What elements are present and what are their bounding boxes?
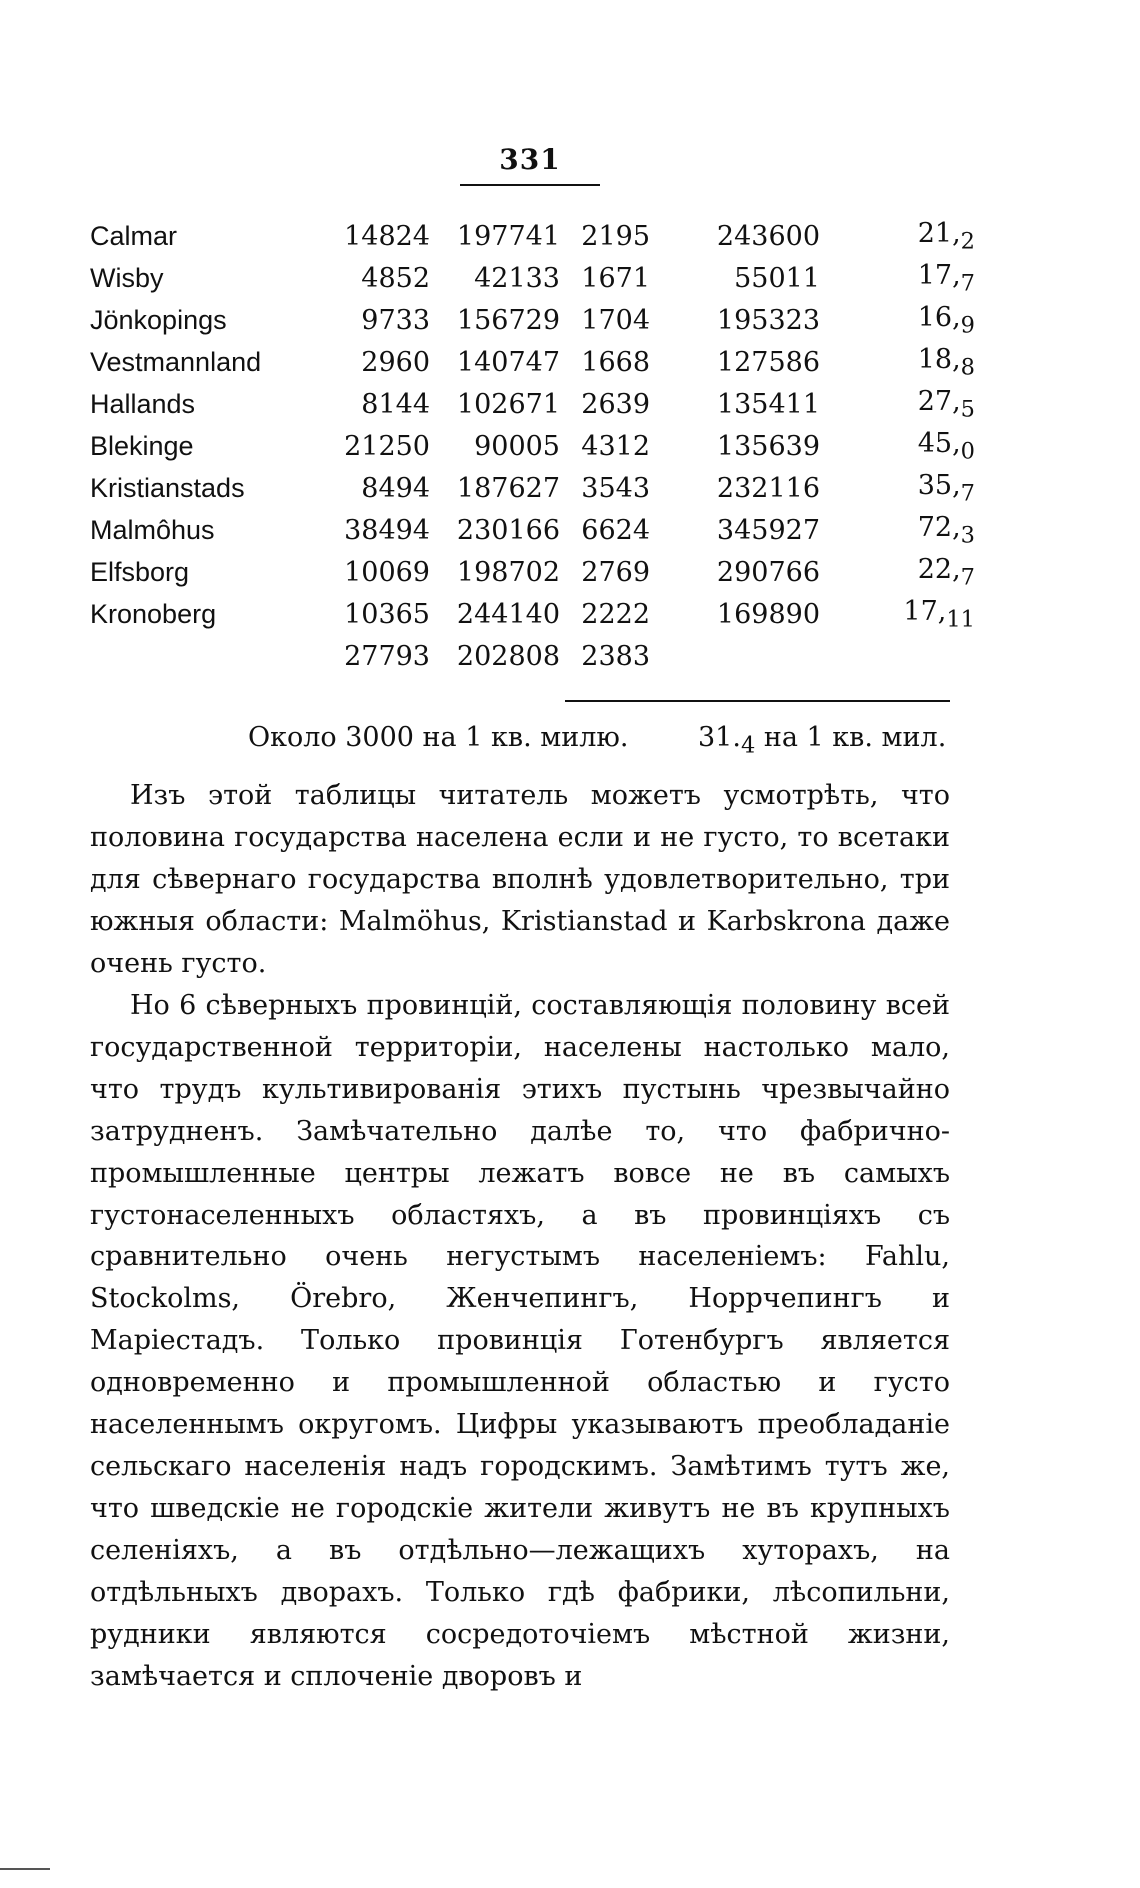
density-value: 22, <box>917 553 961 585</box>
density-value: 17, <box>903 595 947 627</box>
table-cell: 38494 <box>344 514 430 546</box>
density-value: 18, <box>917 343 961 375</box>
table-row <box>90 257 975 299</box>
table-cell: 6624 <box>581 514 650 546</box>
density-cell <box>820 551 975 593</box>
density-subscript: 7 <box>960 564 975 591</box>
table-row <box>90 551 975 593</box>
table-cell: 21250 <box>344 430 430 462</box>
density-value: 16, <box>917 301 961 333</box>
table-cell: 2769 <box>581 556 650 588</box>
density-value: 21, <box>917 217 961 249</box>
table-row <box>90 383 975 425</box>
table-cell: 345927 <box>716 514 820 546</box>
table-row <box>90 341 975 383</box>
page-number-rule <box>460 184 600 186</box>
density-subscript: 0 <box>960 438 975 465</box>
summary-right-text: на 1 кв. мил. <box>755 722 947 753</box>
density-subscript: 2 <box>960 228 975 255</box>
table-cell: 2195 <box>581 220 650 252</box>
density-subscript: 8 <box>960 354 975 381</box>
table-cell: 8144 <box>361 388 430 420</box>
table-cell: 4312 <box>581 430 650 462</box>
total-cell: 202808 <box>456 640 560 672</box>
density-subscript: 9 <box>960 312 975 339</box>
table-cell: 187627 <box>456 472 560 504</box>
table-cell: 169890 <box>716 598 820 630</box>
density-cell <box>820 299 975 341</box>
total-cell: 27793 <box>344 640 430 672</box>
density-cell <box>820 509 975 551</box>
empty-cell <box>650 635 820 677</box>
table-cell: 135639 <box>716 430 820 462</box>
province-name: Jönkopings <box>90 304 227 335</box>
table-cell: 232116 <box>716 472 820 504</box>
table-cell: 243600 <box>716 220 820 252</box>
table-cell: 1671 <box>581 262 650 294</box>
table-row <box>90 425 975 467</box>
table-cell: 14824 <box>344 220 430 252</box>
table-row <box>90 593 975 635</box>
margin-mark <box>0 1868 50 1870</box>
province-name: Kronoberg <box>90 598 217 629</box>
table-row <box>90 215 975 257</box>
population-table <box>90 215 975 677</box>
table-cell: 10365 <box>344 598 430 630</box>
table-cell: 1704 <box>581 304 650 336</box>
density-value: 17, <box>917 259 961 291</box>
table-cell: 197741 <box>456 220 560 252</box>
summary-right <box>698 722 946 758</box>
table-cell: 2222 <box>581 598 650 630</box>
table-row <box>90 299 975 341</box>
body-paragraph-1 <box>90 775 950 985</box>
density-value: 72, <box>917 511 961 543</box>
totals-row <box>90 635 975 677</box>
province-name: Calmar <box>90 220 178 251</box>
province-name: Elfsborg <box>90 556 190 587</box>
table-cell: 2960 <box>361 346 430 378</box>
density-cell <box>820 593 975 635</box>
table-cell: 244140 <box>456 598 560 630</box>
density-cell <box>820 215 975 257</box>
table-cell: 140747 <box>456 346 560 378</box>
paragraph-text: Но 6 сѣверныхъ провинцій, составляющія половину всей государственной территоріи, населены настолько мало, что трудъ культивированія этихъ пустынь чрезвычайно затрудненъ. Замѣчательно далѣе то, что фабрично-промышленные центры лежатъ вовсе не въ самыхъ густонаселенныхъ областяхъ, а въ провинціяхъ съ сравнительно очень негустымъ населеніемъ: Fahlu, Stockolms, Örebro, Женчепингъ, Норрчепингъ и Маріестадъ. Только провинція Готенбургъ является одновременно и промышленной областью и густо населеннымъ округомъ. Цифры указываютъ преобладаніе сельскаго населенія надъ городскимъ. Замѣтимъ тутъ же, что шведскіе не городскіе жители живутъ не въ крупныхъ селеніяхъ, а въ отдѣльно—лежащихъ хуторахъ, на отдѣльныхъ дворахъ. Только гдѣ фабрики, лѣсопильни, рудники являются сосредоточіемъ мѣстной жизни, замѣчается и сплоченіе дворовъ и <box>90 990 950 1692</box>
table-cell: 90005 <box>474 430 560 462</box>
summary-right-number: 31. <box>698 722 741 753</box>
table-cell: 290766 <box>716 556 820 588</box>
density-subscript: 3 <box>960 522 975 549</box>
total-cell: 2383 <box>581 640 650 672</box>
table-body <box>90 215 975 677</box>
table-cell: 4852 <box>361 262 430 294</box>
table-row <box>90 467 975 509</box>
density-value: 45, <box>917 427 961 459</box>
table-cell: 198702 <box>456 556 560 588</box>
province-name: Kristianstads <box>90 472 245 503</box>
table-cell: 230166 <box>456 514 560 546</box>
province-name: Hallands <box>90 388 196 419</box>
table-cell: 9733 <box>361 304 430 336</box>
table-cell: 10069 <box>344 556 430 588</box>
table-row <box>90 509 975 551</box>
page-number: 331 <box>499 143 561 176</box>
density-subscript: 11 <box>946 606 975 633</box>
density-value: 35, <box>917 469 961 501</box>
density-cell <box>820 425 975 467</box>
totals-label-empty <box>90 635 330 677</box>
density-cell <box>820 467 975 509</box>
province-name: Wisby <box>90 262 164 293</box>
summary-right-subscript: 4 <box>740 732 756 759</box>
density-subscript: 7 <box>960 270 975 297</box>
table-cell: 3543 <box>581 472 650 504</box>
density-subscript: 5 <box>960 396 975 423</box>
paragraph-text: Изъ этой таблицы читатель можетъ усмотрѣть, что половина государства населена если и не густо, то всетаки для сѣвернаго государства вполнѣ удовлетворительно, три южныя области: Malmöhus, Kristianstad и Karbskrona даже очень густо. <box>90 780 950 979</box>
density-cell <box>820 341 975 383</box>
density-cell <box>820 257 975 299</box>
body-paragraph-2 <box>90 985 950 1697</box>
empty-cell <box>820 635 975 677</box>
table-cell: 55011 <box>734 262 820 294</box>
table-cell: 8494 <box>361 472 430 504</box>
density-cell <box>820 383 975 425</box>
table-cell: 2639 <box>581 388 650 420</box>
table-cell: 135411 <box>716 388 820 420</box>
province-name: Blekinge <box>90 430 194 461</box>
table-cell: 195323 <box>716 304 820 336</box>
table-cell: 102671 <box>456 388 560 420</box>
table-cell: 42133 <box>474 262 560 294</box>
summary-left: Около 3000 на 1 кв. милю. <box>248 722 629 753</box>
table-cell: 156729 <box>456 304 560 336</box>
density-value: 27, <box>917 385 961 417</box>
density-subscript: 7 <box>960 480 975 507</box>
province-name: Malmôhus <box>90 514 215 545</box>
province-name: Vestmannland <box>90 346 262 377</box>
summary-rule <box>565 700 950 702</box>
table-cell: 127586 <box>716 346 820 378</box>
table-cell: 1668 <box>581 346 650 378</box>
